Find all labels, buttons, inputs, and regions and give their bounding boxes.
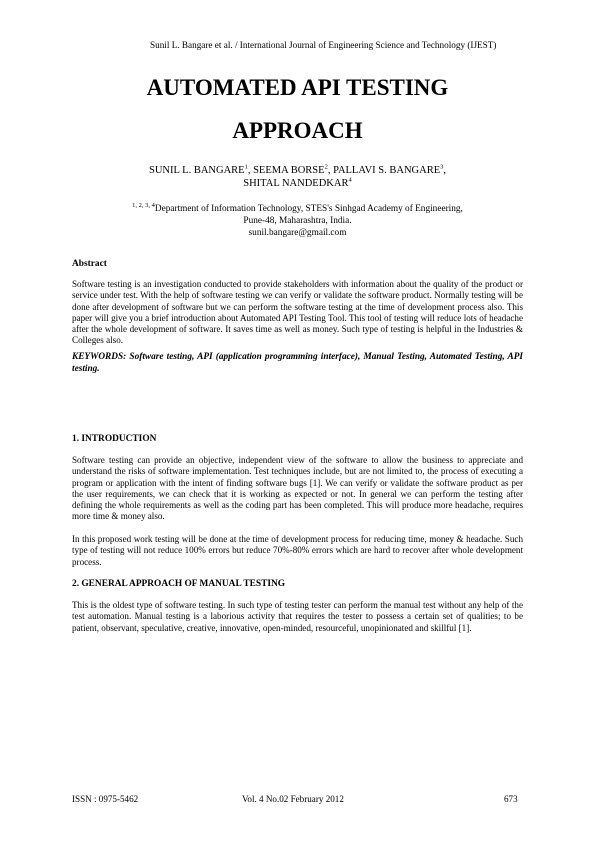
- author-email: sunil.bangare@gmail.com: [248, 228, 347, 238]
- author-line-2: [0, 177, 595, 190]
- paper-title-line1: AUTOMATED API TESTING: [146, 75, 449, 100]
- author-affiliation-mark: 4: [348, 176, 352, 184]
- section-1-heading: 1. INTRODUCTION: [72, 434, 157, 444]
- footer-volume: Vol. 4 No.02 February 2012: [242, 794, 344, 804]
- footer-issn: ISSN : 0975-5462: [72, 794, 139, 804]
- running-head: Sunil L. Bangare et al. / International Journal of Engineering Science and Technology (IJEST): [150, 40, 497, 50]
- keywords: KEYWORDS: Software testing, API (application programming interface), Manual Testing, Automated Testing, API testing.: [72, 352, 523, 374]
- footer-page-number: 673: [504, 794, 518, 804]
- section-2-heading: 2. GENERAL APPROACH OF MANUAL TESTING: [72, 579, 286, 589]
- author-name: PALLAVI S. BANGARE: [333, 165, 441, 176]
- section-1-paragraph-2: In this proposed work testing will be done at the time of development process for reducing time, money & headache. Such type of testing will not reduce 100% errors but reduce 70%-80% errors which are hard to recover after whole development process.: [72, 534, 523, 567]
- author-affiliation-mark: 3: [440, 163, 444, 171]
- abstract-heading: Abstract: [72, 259, 107, 269]
- section-1-paragraph-1: Software testing can provide an objective, independent view of the software to allow the business to appreciate and understand the risks of software implementation. Test techniques include, but are not limited to, the process of executing a program or application with the intent of finding software bugs [1]. We can verify or validate the software product as per the user requirements, we can check that it is working as expected or not. In general we can perform the testing after defining the whole requirements as well as the coding part has been completed. This will produce more headache, requires more time & money also.: [72, 455, 523, 522]
- author-affiliation-mark: 2: [324, 163, 328, 171]
- author-name: SUNIL L. BANGARE: [149, 165, 245, 176]
- affiliation-mark: 1, 2, 3, 4: [132, 201, 155, 209]
- paper-title-line2: APPROACH: [232, 118, 363, 143]
- affiliation-line-2: Pune-48, Maharashtra, India.: [243, 216, 352, 226]
- affiliation: [0, 203, 595, 239]
- author-name: SHITAL NANDEDKAR: [243, 178, 349, 189]
- author-name: SEEMA BORSE: [253, 165, 325, 176]
- author-list: [0, 164, 595, 190]
- abstract-text: Software testing is an investigation conducted to provide stakeholders with information about the quality of the product or service under test. With the help of software testing we can verify or validate the software product. Normally testing will be done after development of software but we can perform the software testing at the time of development process also. This paper will give you a brief introduction about Automated API Testing Tool. This tool of testing will reduce lots of headache after the whole development of software. It saves time as well as money. Such type of testing is helpful in the Industries & Colleges also.: [72, 279, 523, 346]
- affiliation-line-1: $^{1, 2, 3, 4}$Department of Information Technology, STES's Sinhgad Academy of Engineering,: [132, 201, 463, 214]
- author-line-1: SUNIL L. BANGARE$^1$, SEEMA BORSE$^2$, PALLAVI S. BANGARE$^3$,: [149, 163, 446, 176]
- author-affiliation-mark: 1: [244, 163, 248, 171]
- section-2-paragraph-1: This is the oldest type of software testing. In such type of testing tester can perform the manual test without any help of the test automation. Manual testing is a laborious activity that requires the tester to possess a certain set of qualities; to be patient, observant, speculative, creative, innovative, open-minded, resourceful, unopinionated and skillful [1].: [72, 600, 523, 633]
